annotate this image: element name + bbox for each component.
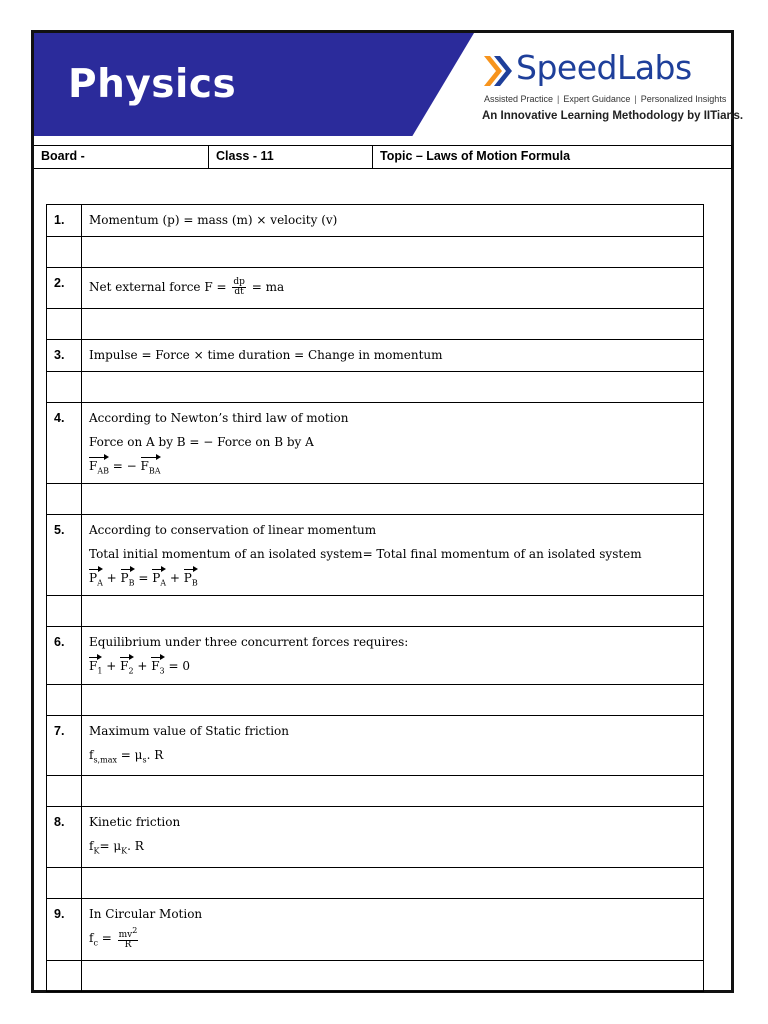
spacer-row xyxy=(47,372,704,403)
logo-tag: Expert Guidance xyxy=(563,94,631,104)
formula-number: 7. xyxy=(47,716,82,776)
formula-row xyxy=(47,627,704,685)
formula-row xyxy=(47,340,704,372)
formula-row xyxy=(47,403,704,484)
formula-line: According to Newton’s third law of motion xyxy=(89,411,349,425)
spacer-row xyxy=(47,960,704,991)
formula-number: 2. xyxy=(47,268,82,309)
formula-line: $P_A + P_B = P_A + P_B$ xyxy=(89,566,696,590)
formula-number: 8. xyxy=(47,807,82,867)
spacer-row xyxy=(47,309,704,340)
formula-table xyxy=(46,204,704,992)
formula-line: Force on A by B = − Force on B by A xyxy=(89,435,314,449)
info-row xyxy=(34,145,732,169)
formula-row xyxy=(47,515,704,596)
formula-line: Total initial momentum of an isolated system= Total final momentum of an isolated system xyxy=(89,547,642,561)
formula-content xyxy=(82,515,704,596)
formula-number: 1. xyxy=(47,205,82,237)
fraction-numerator: dp xyxy=(233,277,245,287)
formula-row xyxy=(47,205,704,237)
formula-number: 5. xyxy=(47,515,82,596)
formula-line: Maximum value of Static friction xyxy=(89,724,289,738)
vector: $P_A$ xyxy=(89,568,103,590)
topic-cell: Topic – Laws of Motion Formula xyxy=(373,146,732,168)
logo-tag-separator: | xyxy=(634,94,637,104)
formula-line: $F_1 + F_2 + F_3 = 0$ xyxy=(89,654,696,678)
formula-line: Momentum (p) = mass (m) × velocity (v) xyxy=(89,213,338,227)
logo-tag-separator: | xyxy=(557,94,560,104)
formula-content xyxy=(82,898,704,960)
class-cell: Class - 11 xyxy=(209,146,373,168)
formula-number: 3. xyxy=(47,340,82,372)
vector: $F_3$ xyxy=(151,656,164,678)
logo-name: SpeedLabs xyxy=(516,48,692,87)
speedlabs-logo xyxy=(482,46,744,130)
formula-content xyxy=(82,268,704,309)
formula-text: = ma xyxy=(247,280,285,294)
formula-content xyxy=(82,716,704,776)
fraction xyxy=(118,926,139,950)
formula-line xyxy=(89,271,696,303)
logo-arrow-icon xyxy=(482,54,512,88)
vector: $F_{BA}$ xyxy=(141,456,161,478)
formula-line: $F_{AB}$ = − $F_{BA}$ xyxy=(89,454,696,478)
formula-text: Net external force F = xyxy=(89,280,231,294)
spacer-row xyxy=(47,867,704,898)
formula-line: According to conservation of linear momentum xyxy=(89,523,377,537)
vector: $F_2$ xyxy=(120,656,133,678)
formula-row xyxy=(47,807,704,867)
formula-content xyxy=(82,403,704,484)
formula-number: 9. xyxy=(47,898,82,960)
formula-line: $f_K= \mu_K$. R xyxy=(89,839,144,856)
spacer-row xyxy=(47,596,704,627)
formula-row xyxy=(47,268,704,309)
formula-line: Kinetic friction xyxy=(89,815,181,830)
formula-line: $f_{s,max} = \mu_s$. R xyxy=(89,748,164,765)
formula-line: Equilibrium under three concurrent forces requires: xyxy=(89,635,409,649)
logo-tags xyxy=(484,94,726,104)
logo-tagline: An Innovative Learning Methodology by IITians. xyxy=(482,110,744,122)
formula-content xyxy=(82,627,704,685)
vector: $F_1$ xyxy=(89,656,102,678)
vector: $P_B$ xyxy=(184,568,198,590)
spacer-row xyxy=(47,484,704,515)
fraction-numerator: $mv^2$ xyxy=(118,926,138,941)
fraction-denominator: R xyxy=(124,940,132,951)
formula-line: Impulse = Force × time duration = Change in momentum xyxy=(89,348,443,362)
spacer-row xyxy=(47,776,704,807)
vector: $P_A$ xyxy=(152,568,166,590)
formula-content xyxy=(82,205,704,237)
spacer-row xyxy=(47,685,704,716)
logo-tag: Personalized Insights xyxy=(640,94,727,104)
vector: $P_B$ xyxy=(121,568,135,590)
subject-title: Physics xyxy=(68,62,237,107)
formula-row xyxy=(47,898,704,960)
vector: $F_{AB}$ xyxy=(89,456,109,478)
logo-tag: Assisted Practice xyxy=(484,94,554,104)
board-cell: Board - xyxy=(34,146,209,168)
formula-content xyxy=(82,807,704,867)
spacer-row xyxy=(47,237,704,268)
formula-number: 4. xyxy=(47,403,82,484)
formula-content xyxy=(82,340,704,372)
fraction-denominator: dt xyxy=(234,287,244,297)
formula-line: In Circular Motion xyxy=(89,906,203,921)
formula-row xyxy=(47,716,704,776)
formula-line: $f_c$ = $\frac{mv^2}{R}$ xyxy=(89,926,138,951)
formula-number: 6. xyxy=(47,627,82,685)
fraction xyxy=(232,278,246,297)
